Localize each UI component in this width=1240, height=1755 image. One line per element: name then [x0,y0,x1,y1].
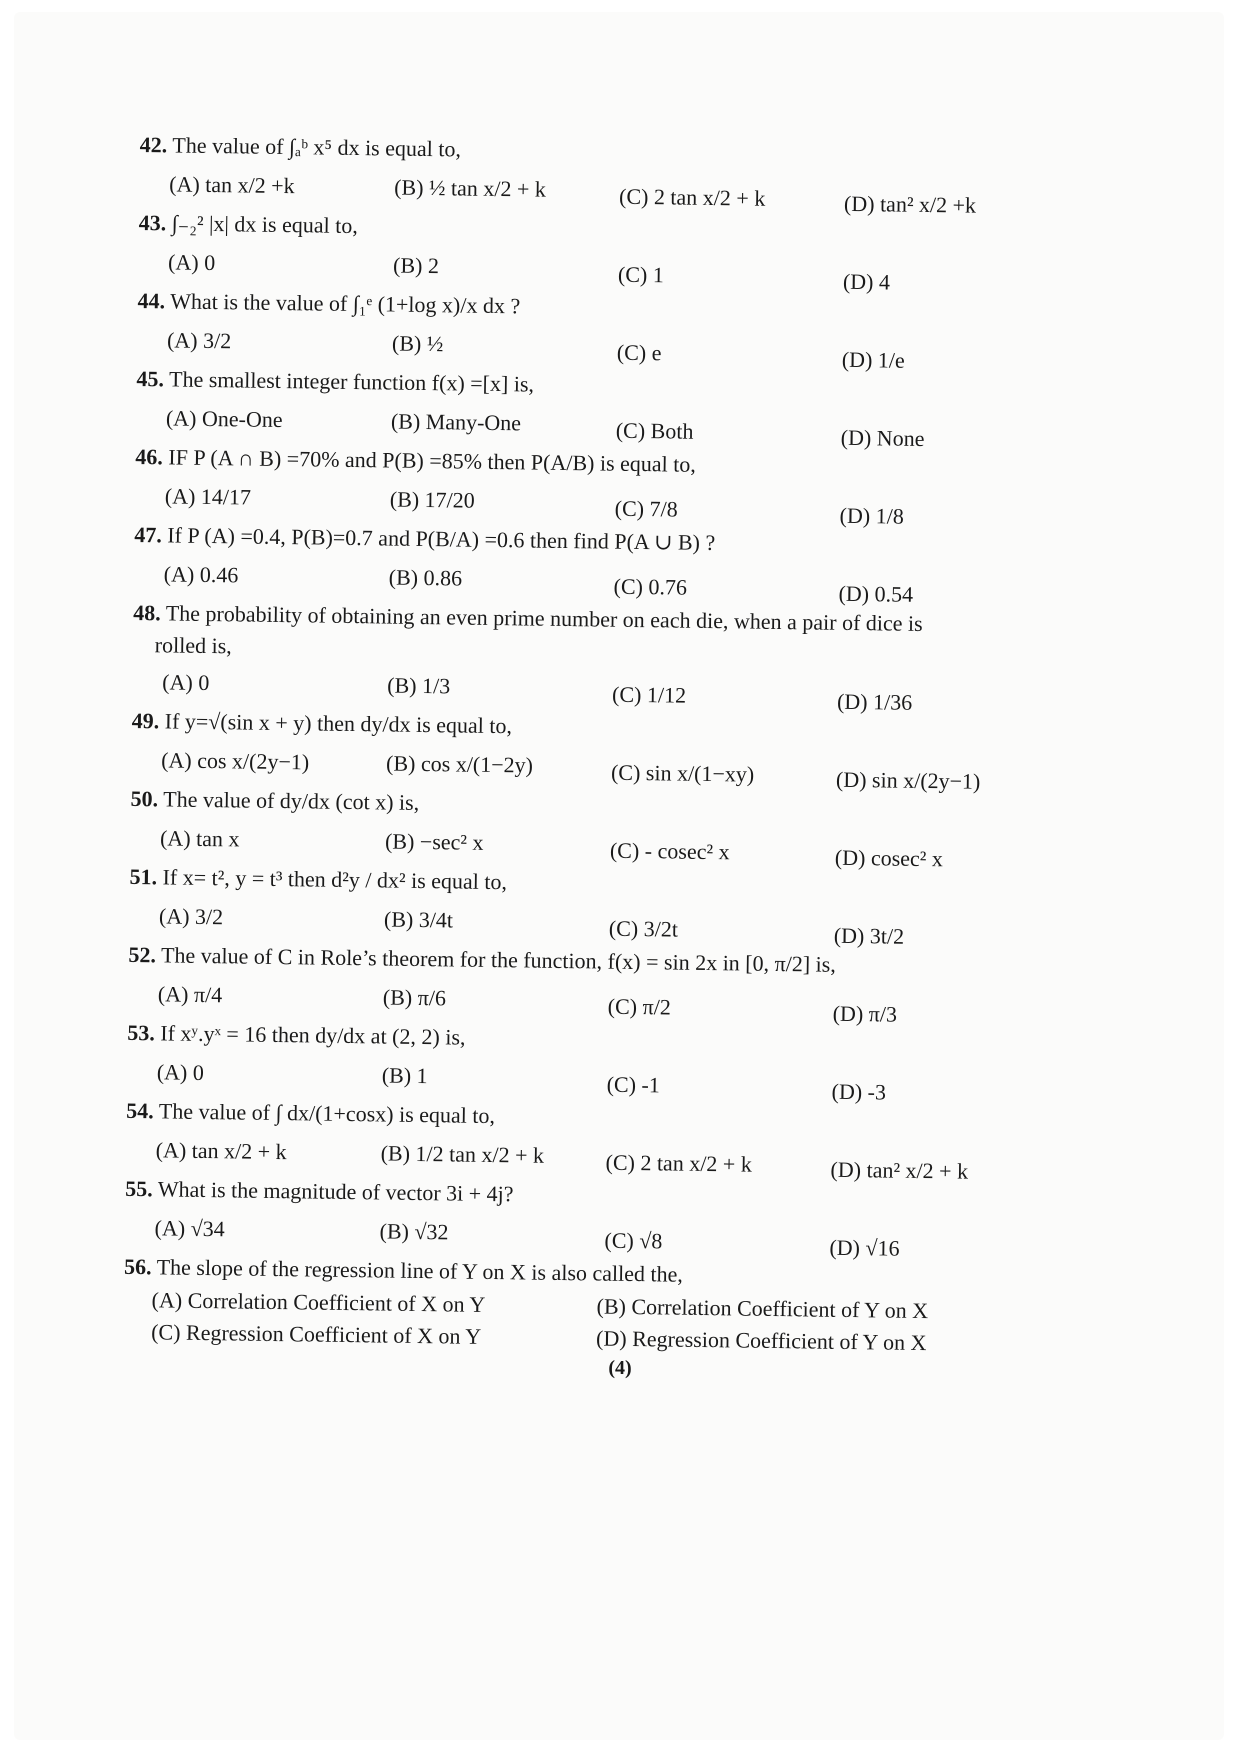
option-c: (C) -1 [606,1071,661,1098]
question-56 [123,1250,1074,1361]
question-text: What is the magnitude of vector 3i + 4j? [157,1176,514,1207]
option-b: (B) 17/20 [389,486,475,513]
question-number: 48. [133,599,161,626]
question-text: If y=√(sin x + y) then dy/dx is equal to, [164,708,513,739]
question-47 [133,518,1084,609]
option-c: (C) 3/2t [608,915,679,942]
option-d: (D) √16 [829,1234,900,1261]
question-51 [129,860,1080,951]
option-a: (A) tan x/2 +k [169,171,295,199]
option-b: (B) −sec² x [384,828,484,855]
option-b: (B) ½ tan x/2 + k [394,174,547,202]
option-c: (C) 0.76 [613,573,688,600]
option-c: (C) 1 [617,261,665,288]
option-b: (B) 3/4t [383,906,454,933]
option-a: (A) Correlation Coefficient of X on Y [151,1287,486,1317]
question-number: 42. [139,131,168,158]
option-b: (B) 1/2 tan x/2 + k [380,1140,545,1168]
option-d: (D) 4 [842,268,891,295]
question-text: IF P (A ∩ B) =70% and P(B) =85% then P(A/B) is equal to, [168,444,697,477]
option-a: (A) 0 [167,249,216,276]
option-a: (A) √34 [154,1215,225,1242]
option-b: (B) π/6 [382,984,447,1011]
question-text: If x= t², y = t³ then d²y / dx² is equal to, [162,864,508,895]
option-a: (A) 0.46 [163,561,239,588]
option-c: (C) Both [615,417,694,444]
question-number: 44. [137,287,166,314]
question-54 [125,1094,1076,1185]
question-number: 53. [127,1019,156,1046]
option-c: (C) 7/8 [614,495,678,522]
question-text: The value of ∫ dx/(1+cosx) is equal to, [158,1098,496,1129]
question-number: 46. [135,443,164,470]
option-d: (D) tan² x/2 +k [843,190,977,218]
option-d: (D) sin x/(2y−1) [835,766,981,794]
question-number: 51. [129,863,158,890]
option-b: (B) √32 [379,1218,449,1245]
option-d: (D) Regression Coefficient of Y on X [595,1325,927,1356]
option-a: (A) 14/17 [164,483,252,510]
option-c: (C) sin x/(1−xy) [610,759,755,787]
option-d: (D) 0.54 [838,580,914,607]
question-43 [138,206,1089,297]
question-number: 54. [126,1097,154,1124]
question-list [123,128,1090,1361]
question-48 [132,596,1083,717]
option-c: (C) Regression Coefficient of X on Y [151,1319,482,1349]
option-d: (D) None [840,424,925,451]
question-45 [136,362,1087,453]
option-a: (A) tan x [159,825,240,852]
option-b: (B) 0.86 [388,564,463,591]
option-d: (D) π/3 [832,1000,898,1027]
page-number: (4) [608,1357,632,1379]
option-c: (C) 2 tan x/2 + k [605,1149,753,1177]
option-d: (D) 1/36 [836,688,913,715]
option-a: (A) 0 [162,669,210,696]
option-d: (D) 3t/2 [833,922,905,949]
question-number: 50. [130,785,159,812]
question-49 [131,704,1082,795]
question-text: The smallest integer function f(x) =[x] is, [168,366,535,397]
question-52 [128,938,1079,1029]
question-text: The probability of obtaining an even prime number on each die, when a pair of dice is [165,600,923,636]
option-a: (A) 3/2 [166,327,232,354]
option-c: (C) 1/12 [611,681,687,708]
question-42 [139,128,1090,219]
question-text: The value of ∫ₐᵇ x⁵ dx is equal to, [172,132,462,162]
option-a: (A) cos x/(2y−1) [161,747,310,775]
option-b: (B) 1 [381,1062,428,1089]
option-b: (B) 2 [392,252,440,279]
question-number: 45. [136,365,165,392]
question-text: ∫₋₂² |x| dx is equal to, [171,210,358,239]
option-b: (B) Correlation Coefficient of Y on X [596,1293,929,1324]
question-number: 56. [123,1253,152,1280]
question-55 [124,1172,1075,1263]
option-d: (D) tan² x/2 + k [830,1156,969,1184]
question-text: If P (A) =0.4, P(B)=0.7 and P(B/A) =0.6 then find P(A ∪ B) ? [167,522,716,556]
question-number: 49. [131,707,160,734]
question-46 [135,440,1086,531]
option-d: (D) 1/8 [839,502,904,529]
question-text-continued: rolled is, [154,632,232,659]
question-text: The slope of the regression line of Y on X is also called the, [156,1254,684,1287]
option-d: (D) cosec² x [834,844,944,872]
option-d: (D) 1/e [841,346,905,373]
option-b: (B) 1/3 [387,672,451,699]
option-b: (B) cos x/(1−2y) [385,750,534,778]
option-a: (A) π/4 [157,981,223,1008]
question-number: 47. [134,521,162,548]
option-a: (A) 0 [156,1059,205,1085]
option-c: (C) - cosec² x [609,837,730,865]
question-50 [130,782,1081,873]
option-b: (B) ½ [391,330,444,357]
option-a: (A) 3/2 [158,903,224,930]
question-text: What is the value of ∫₁ᵉ (1+log x)/x dx ? [170,288,521,319]
question-text: The value of C in Role’s theorem for the function, f(x) = sin 2x in [0, π/2] is, [160,942,837,977]
option-a: (A) One-One [165,405,283,433]
option-c: (C) e [616,339,662,366]
option-b: (B) Many-One [390,408,522,436]
question-text: The value of dy/dx (cot x) is, [163,786,420,815]
option-d: (D) -3 [831,1078,887,1105]
question-number: 55. [125,1175,153,1202]
question-number: 43. [138,209,167,236]
option-c: (C) 2 tan x/2 + k [618,183,766,211]
question-44 [137,284,1088,375]
question-53 [127,1016,1078,1107]
option-c: (C) π/2 [607,993,672,1020]
option-c: (C) √8 [604,1227,663,1254]
option-a: (A) tan x/2 + k [155,1137,287,1165]
question-number: 52. [128,941,157,968]
question-text: If xʸ.yˣ = 16 then dy/dx at (2, 2) is, [160,1020,466,1050]
